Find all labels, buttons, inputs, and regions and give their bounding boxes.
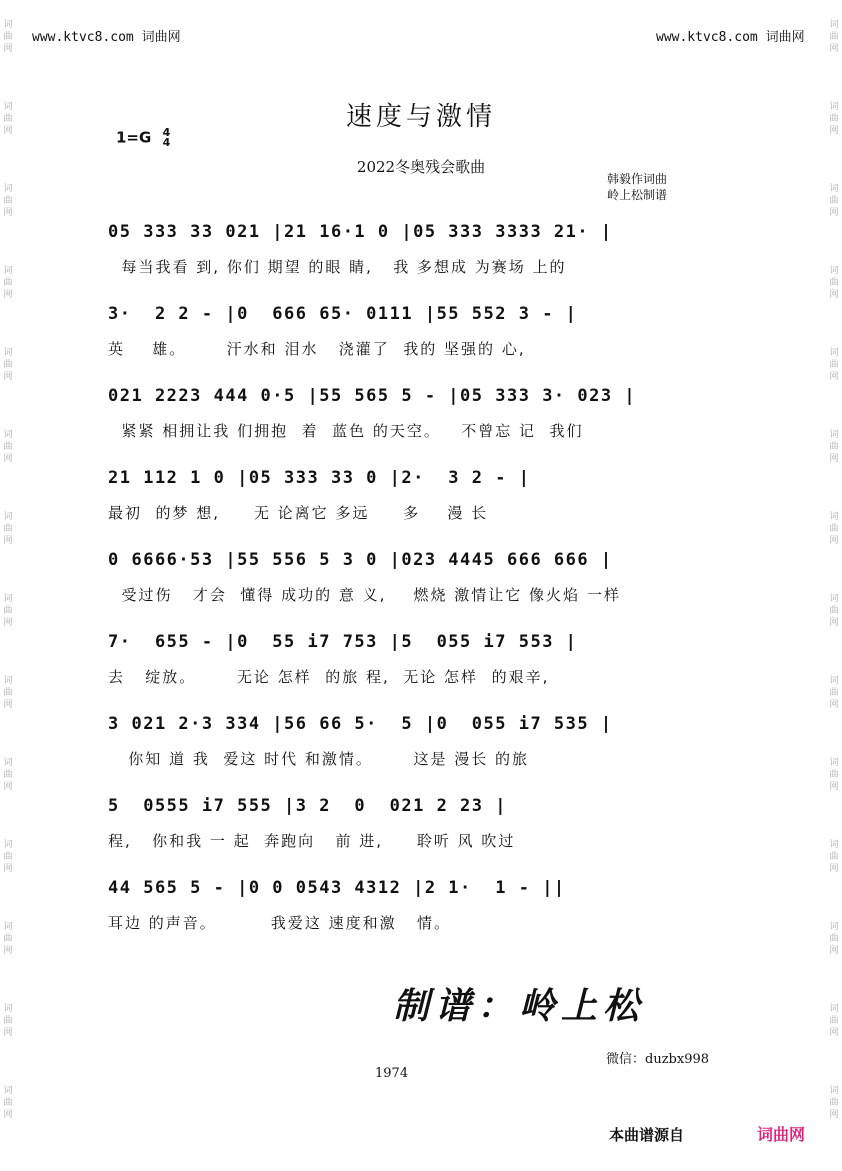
watermark-glyph: 曲 <box>3 934 13 944</box>
watermark-glyph: 词 <box>829 430 839 440</box>
lyrics-line: 每当我看 到, 你们 期望 的眼 睛, 我 多想成 为赛场 上的 <box>108 258 567 276</box>
key-label: 1=G <box>116 128 152 147</box>
footer-site-link[interactable]: 词曲网 <box>757 1125 806 1144</box>
watermark-glyph: 网 <box>829 618 839 628</box>
notation-line: 7· 655 - |0 55 i7 753 |5 055 i7 553 | <box>108 632 578 652</box>
watermark-glyph: 网 <box>3 1028 13 1038</box>
watermark-glyph: 曲 <box>3 442 13 452</box>
watermark-glyph: 网 <box>3 1110 13 1120</box>
watermark-glyph: 曲 <box>3 278 13 288</box>
song-subtitle: 2022冬奥残会歌曲 <box>356 158 486 176</box>
notation-line: 3 021 2·3 334 |56 66 5· 5 |0 055 i7 535 | <box>108 714 613 734</box>
watermark-glyph: 词 <box>3 1004 13 1014</box>
watermark-glyph: 词 <box>3 430 13 440</box>
lyrics-line: 去 绽放。 无论 怎样 的旅 程, 无论 怎样 的艰辛, <box>108 668 550 686</box>
watermark-glyph: 曲 <box>829 32 839 42</box>
watermark-glyph: 词 <box>3 758 13 768</box>
watermark-glyph: 曲 <box>829 278 839 288</box>
watermark-glyph: 词 <box>3 594 13 604</box>
watermark-glyph: 网 <box>829 864 839 874</box>
watermark-glyph: 网 <box>3 208 13 218</box>
lyrics-line: 英 雄。 汗水和 泪水 浇灌了 我的 坚强的 心, <box>108 340 526 358</box>
watermark-glyph: 曲 <box>3 606 13 616</box>
watermark-glyph: 词 <box>3 348 13 358</box>
watermark-glyph: 网 <box>829 782 839 792</box>
watermark-glyph: 网 <box>829 1028 839 1038</box>
watermark-glyph: 网 <box>3 864 13 874</box>
transcriber-credit: 岭上松制谱 <box>607 188 668 202</box>
watermark-glyph: 词 <box>829 184 839 194</box>
watermark-glyph: 网 <box>3 782 13 792</box>
time-signature-bottom: 4 <box>162 136 171 149</box>
lyrics-line: 耳边 的声音。 我爱这 速度和激 情。 <box>108 914 451 932</box>
watermark-glyph: 词 <box>3 512 13 522</box>
watermark-glyph: 词 <box>829 840 839 850</box>
watermark-glyph: 曲 <box>829 1098 839 1108</box>
footer-source-label: 本曲谱源自 <box>609 1126 685 1144</box>
watermark-glyph: 词 <box>829 1086 839 1096</box>
watermark-glyph: 曲 <box>829 360 839 370</box>
notation-line: 3· 2 2 - |0 666 65· 0111 |55 552 3 - | <box>108 304 578 324</box>
notation-line: 021 2223 444 0·5 |55 565 5 - |05 333 3· 023 | <box>108 386 637 406</box>
watermark-glyph: 曲 <box>3 852 13 862</box>
watermark-glyph: 网 <box>3 536 13 546</box>
watermark-glyph: 网 <box>3 946 13 956</box>
watermark-glyph: 网 <box>829 372 839 382</box>
notation-line: 0 6666·53 |55 556 5 3 0 |023 4445 666 666 | <box>108 550 613 570</box>
watermark-glyph: 曲 <box>3 688 13 698</box>
notation-line: 5 0555 i7 555 |3 2 0 021 2 23 | <box>108 796 507 816</box>
watermark-glyph: 词 <box>829 102 839 112</box>
watermark-glyph: 曲 <box>829 524 839 534</box>
watermark-glyph: 网 <box>829 44 839 54</box>
lyrics-line: 程, 你和我 一 起 奔跑向 前 进, 聆听 风 吹过 <box>108 832 516 850</box>
watermark-glyph: 网 <box>829 536 839 546</box>
watermark-glyph: 曲 <box>829 770 839 780</box>
watermark-glyph: 曲 <box>829 852 839 862</box>
watermark-glyph: 曲 <box>829 196 839 206</box>
watermark-glyph: 网 <box>3 290 13 300</box>
watermark-glyph: 词 <box>3 102 13 112</box>
watermark-glyph: 网 <box>829 1110 839 1120</box>
watermark-glyph: 曲 <box>3 32 13 42</box>
song-title: 速度与激情 <box>345 102 496 132</box>
watermark-glyph: 网 <box>829 126 839 136</box>
watermark-glyph: 词 <box>3 266 13 276</box>
watermark-glyph: 曲 <box>829 1016 839 1026</box>
watermark-glyph: 词 <box>829 266 839 276</box>
watermark-glyph: 曲 <box>3 770 13 780</box>
watermark-glyph: 曲 <box>829 606 839 616</box>
composer-credit: 韩毅作词曲 <box>607 172 668 186</box>
watermark-glyph: 曲 <box>829 934 839 944</box>
watermark-glyph: 词 <box>829 20 839 30</box>
lyrics-line: 最初 的梦 想, 无 论离它 多远 多 漫 长 <box>108 504 489 522</box>
watermark-glyph: 曲 <box>829 442 839 452</box>
notation-line: 21 112 1 0 |05 333 33 0 |2· 3 2 - | <box>108 468 531 488</box>
watermark-glyph: 网 <box>829 454 839 464</box>
time-signature-top: 4 <box>162 126 171 139</box>
watermark-glyph: 网 <box>3 700 13 710</box>
watermark-glyph: 词 <box>3 20 13 30</box>
lyrics-line: 你知 道 我 爱这 时代 和激情。 这是 漫长 的旅 <box>108 750 530 768</box>
watermark-glyph: 网 <box>829 700 839 710</box>
watermark-glyph: 词 <box>829 676 839 686</box>
watermark-glyph: 网 <box>829 290 839 300</box>
signature: 制谱：岭上松 <box>393 985 646 1027</box>
page-number: 1974 <box>375 1066 409 1081</box>
watermark-glyph: 网 <box>829 946 839 956</box>
watermark-glyph: 曲 <box>3 360 13 370</box>
watermark-glyph: 词 <box>3 676 13 686</box>
notation-line: 05 333 33 021 |21 16·1 0 |05 333 3333 21· | <box>108 222 613 242</box>
notation-line: 44 565 5 - |0 0 0543 4312 |2 1· 1 - || <box>108 878 566 898</box>
watermark-glyph: 曲 <box>3 1016 13 1026</box>
watermark-glyph: 词 <box>3 1086 13 1096</box>
watermark-glyph: 词 <box>829 922 839 932</box>
watermark-glyph: 词 <box>829 594 839 604</box>
watermark-glyph: 网 <box>3 372 13 382</box>
watermark-glyph: 曲 <box>3 114 13 124</box>
watermark-glyph: 词 <box>3 184 13 194</box>
watermark-glyph: 词 <box>829 512 839 522</box>
lyrics-line: 受过伤 才会 懂得 成功的 意 义, 燃烧 激情让它 像火焰 一样 <box>108 586 621 604</box>
watermark-glyph: 曲 <box>829 114 839 124</box>
watermark-glyph: 曲 <box>829 688 839 698</box>
watermark-glyph: 曲 <box>3 524 13 534</box>
lyrics-line: 紧紧 相拥让我 们拥抱 着 蓝色 的天空。 不曾忘 记 我们 <box>108 422 584 440</box>
watermark-glyph: 网 <box>3 126 13 136</box>
watermark-glyph: 词 <box>829 1004 839 1014</box>
watermark-glyph: 词 <box>829 348 839 358</box>
watermark-glyph: 网 <box>3 618 13 628</box>
watermark-glyph: 网 <box>3 44 13 54</box>
wechat-contact: 微信：duzbx998 <box>606 1052 710 1067</box>
watermark-glyph: 网 <box>829 208 839 218</box>
watermark-glyph: 曲 <box>3 196 13 206</box>
watermark-glyph: 曲 <box>3 1098 13 1108</box>
watermark-glyph: 词 <box>3 840 13 850</box>
key-signature <box>116 128 170 148</box>
header-right-site: www.ktvc8.com 词曲网 <box>656 30 805 45</box>
watermark-glyph: 词 <box>3 922 13 932</box>
watermark-glyph: 网 <box>3 454 13 464</box>
header-left-site: www.ktvc8.com 词曲网 <box>32 30 181 45</box>
watermark-glyph: 词 <box>829 758 839 768</box>
time-signature <box>163 128 171 148</box>
